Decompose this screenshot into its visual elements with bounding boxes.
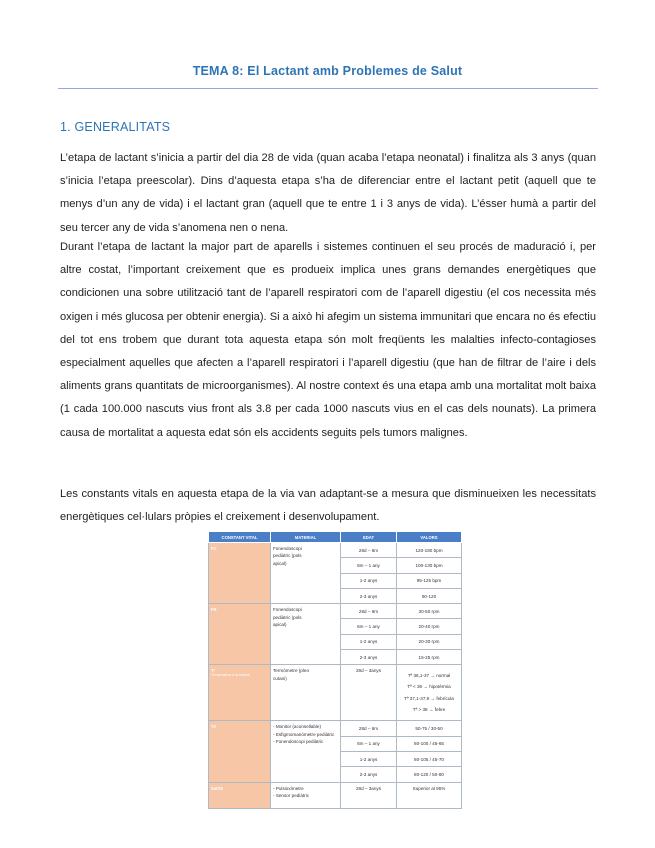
edat-cell: 1-2 anys bbox=[341, 751, 397, 766]
table-row bbox=[209, 721, 462, 736]
edat-cell: 28d – 6m bbox=[341, 721, 397, 736]
constant-temperature: Tª Temperatura a la lactant bbox=[209, 665, 271, 721]
table-header-row bbox=[209, 532, 462, 543]
edat-cell: 2-3 anys bbox=[341, 767, 397, 782]
table-row bbox=[209, 665, 462, 721]
paragraph-vital-signs: Les constants vitals en aquesta etapa de la via van adaptant-se a mesura que disminueixen les necessitats energètiques cel·lulars pròpies el creixement i desenvolupament. bbox=[60, 488, 596, 524]
section-heading: 1. GENERALITATS bbox=[60, 120, 171, 134]
valor-cell: 95-125 bpm bbox=[397, 573, 462, 588]
edat-cell: 6m – 1 any bbox=[341, 558, 397, 573]
valor-cell: 120-180 bpm bbox=[397, 543, 462, 558]
edat-cell: 28d – 6m bbox=[341, 543, 397, 558]
constant-fc: FC bbox=[209, 543, 271, 604]
edat-cell: 28d – 6m bbox=[341, 604, 397, 619]
valor-cell: 90-120 bbox=[397, 588, 462, 603]
material-fr: Fonendoscopi pediàtric (pols apical) bbox=[271, 604, 341, 665]
valor-cell: 15-25 rpm bbox=[397, 650, 462, 665]
table-row bbox=[209, 604, 462, 619]
title-underline bbox=[58, 88, 598, 89]
header-edat: EDAT bbox=[341, 532, 397, 543]
edat-cell: 2-3 anys bbox=[341, 650, 397, 665]
edat-cell: 1-2 anys bbox=[341, 634, 397, 649]
material-temperature: Termòmetre (pleo cutani) bbox=[271, 665, 341, 721]
constant-fr: FR bbox=[209, 604, 271, 665]
valor-cell: 80-105 / 45-70 bbox=[397, 751, 462, 766]
header-valors: VALORS bbox=[397, 532, 462, 543]
valor-cell: 20-30 rpm bbox=[397, 634, 462, 649]
table-row bbox=[209, 543, 462, 558]
edat-cell: 6m – 1 any bbox=[341, 736, 397, 751]
valor-cell: 80-120 / 50-80 bbox=[397, 767, 462, 782]
valor-cell: 80-100 / 45-65 bbox=[397, 736, 462, 751]
edat-cell: 28d – 3anys bbox=[341, 665, 397, 721]
header-material: MATERIAL bbox=[271, 532, 341, 543]
paragraph-intro: L’etapa de lactant s’inicia a partir del dia 28 de vida (quan acaba l’etapa neonatal) i finalitza als 3 anys (quan s’inicia l’etapa preescolar). Dins d’aquesta etapa s’ha de diferenciar entre el lactant petit (aquell que te menys d’un any de vida) i el lactant gran (aquell que te entre 1 i 3 anys de vida). L’ésser humà a partir del seu tercer any de vida s’anomena nen o nena. bbox=[60, 152, 596, 234]
edat-cell: 1-2 anys bbox=[341, 573, 397, 588]
vital-signs-table bbox=[208, 531, 462, 809]
valor-cell: 20-40 rpm bbox=[397, 619, 462, 634]
valor-cell: 30-50 rpm bbox=[397, 604, 462, 619]
valor-cell: Superior al 95% bbox=[397, 782, 462, 808]
edat-cell: 28d – 3anys bbox=[341, 782, 397, 808]
table-row bbox=[209, 782, 462, 808]
valor-cell: Tª 36,1-37 → normal Tª < 36 → hipotèrmia Tª 37,1-37,9 → febrícula Tª > 38 → febre bbox=[397, 665, 462, 721]
page-title: TEMA 8: El Lactant amb Problemes de Salut bbox=[192, 64, 463, 78]
paragraph-development: Durant l’etapa de lactant la major part de aparells i sistemes continuen el seu procés de maduració i, per altre costat, l’important creixement que es produeix implica unes grans demandes energètiques que condicionen una sobre utilització tant de l’aparell respiratori com de l’aparell digestiu (el cos necessita més oxigen i més glucosa per obtenir energia). Si a això hi afegim un sistema immunitari que encara no és efectiu del tot ens trobem que durant tota aquesta etapa són molt freqüents les malalties infecto-contagioses especialment aquelles que afecten a l’aparell respiratori i l’aparell digestiu (que han de filtrar de l’aire i dels aliments grans quantitats de microorganismes). Al nostre context és una etapa amb una mortalitat molt baixa (1 cada 100.000 nascuts vius front als 3.8 per cada 1000 nascuts vius en el cas dels nounats). La primera causa de mortalitat a aquesta edat són els accidents seguits pels tumors malignes. bbox=[60, 241, 596, 439]
valor-cell: 100-130 bpm bbox=[397, 558, 462, 573]
constant-ta: TA bbox=[209, 721, 271, 782]
header-constant: CONSTANT VITAL bbox=[209, 532, 271, 543]
material-sato2: - Pulsioxímetre - Sensor pediàtric bbox=[271, 782, 341, 808]
edat-cell: 6m – 1 any bbox=[341, 619, 397, 634]
material-ta: - Monitor (aconsellable) - Esfigmomanòmetre pediàtric - Fonendoscopi pediàtric bbox=[271, 721, 341, 782]
constant-sato2: SatO2 bbox=[209, 782, 271, 808]
material-fc: Fonendoscopi pediàtric (pols apical) bbox=[271, 543, 341, 604]
edat-cell: 2-3 anys bbox=[341, 588, 397, 603]
valor-cell: 50-75 / 30-50 bbox=[397, 721, 462, 736]
